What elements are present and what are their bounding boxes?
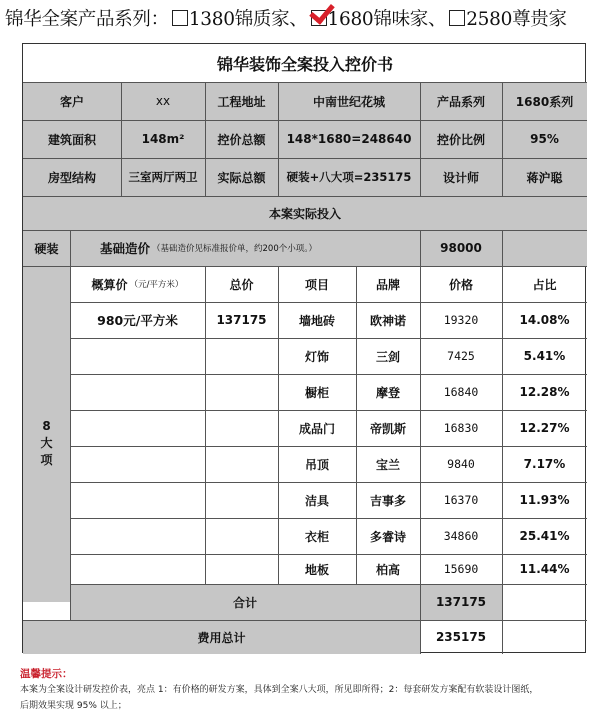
row-share: 12.27% (519, 421, 570, 435)
estimate-header-label: 概算价 (91, 277, 128, 292)
share-header: 占比 (532, 277, 557, 292)
series-prefix: 锦华全案产品系列： (5, 9, 169, 30)
item-header: 项目 (304, 277, 329, 292)
price-header: 价格 (448, 277, 473, 292)
option-1380-label: 1380锦质家、 (188, 9, 308, 30)
row-price: 16840 (443, 385, 479, 399)
row-share: 14.08% (519, 313, 570, 327)
notes-title: 温馨提示： (20, 668, 73, 680)
ctrl-ratio-value: 95% (530, 132, 559, 146)
row-brand: 欧神诺 (369, 313, 406, 328)
row-price: 9840 (447, 457, 475, 471)
row-brand: 多睿诗 (369, 529, 406, 544)
row-share: 11.93% (519, 493, 570, 507)
row-price: 16830 (443, 421, 479, 435)
row-brand: 柏高 (375, 562, 400, 577)
row-item: 洁具 (304, 493, 329, 508)
option-2580-label: 2580尊贵家 (466, 9, 567, 30)
row-brand: 宝兰 (375, 457, 400, 472)
hard-cost-note: （基础造价见标准报价单，约200个小项。） (152, 244, 317, 254)
row-share: 25.41% (519, 529, 570, 543)
sheet-title: 锦华装饰全案投入控价书 (216, 54, 393, 74)
row-price: 15690 (443, 562, 479, 576)
checkbox-1680[interactable] (311, 10, 327, 26)
option-1680-label: 1680锦味家、 (327, 9, 447, 30)
row-share: 11.44% (519, 562, 570, 576)
designer-value: 蒋沪聪 (526, 170, 563, 185)
series-value: 1680系列 (515, 94, 574, 109)
actual-value: 硬装+八大项=235175 (286, 170, 412, 184)
grand-total-value: 235175 (435, 630, 487, 644)
hard-cost-value: 98000 (440, 241, 482, 255)
checkbox-1380[interactable] (172, 10, 188, 26)
hard-label: 硬装 (34, 241, 59, 256)
row-brand: 摩登 (375, 385, 400, 400)
row-brand: 帝凯斯 (369, 421, 406, 436)
row-price: 16370 (443, 493, 479, 507)
row-item: 地板 (304, 562, 329, 577)
layout-label: 房型结构 (47, 170, 96, 185)
notes-line-2: 后期效果实现 95% 以上； (20, 701, 127, 711)
site-value: 中南世纪花城 (312, 94, 385, 109)
area-label: 建筑面积 (47, 132, 96, 147)
customer-label: 客户 (59, 94, 84, 109)
row-price: 34860 (443, 529, 479, 543)
area-value: 148m² (141, 132, 185, 146)
ctrl-total-value: 148*1680=248640 (286, 132, 412, 146)
row-item: 墙地砖 (298, 313, 335, 328)
series-label: 产品系列 (436, 94, 485, 109)
row-price: 7425 (447, 349, 475, 363)
layout-value: 三室两厅两卫 (128, 170, 198, 184)
row-price: 19320 (443, 313, 479, 327)
ctrl-ratio-label: 控价比例 (436, 132, 485, 147)
total-header: 总价 (229, 277, 254, 292)
series-header (5, 5, 600, 35)
hard-cost (70, 230, 420, 266)
row-brand: 吉事多 (369, 493, 406, 508)
subtotal-value: 137175 (435, 595, 487, 609)
customer-value: xx (155, 94, 171, 108)
row-item: 橱柜 (304, 385, 329, 400)
brand-header: 品牌 (375, 277, 400, 292)
row-share: 5.41% (523, 349, 566, 363)
notes (20, 666, 595, 714)
ctrl-total-label: 控价总额 (217, 132, 266, 147)
estimate-header (70, 266, 205, 302)
actual-label: 实际总额 (217, 170, 266, 185)
section-title: 本案实际投入 (268, 206, 341, 221)
subtotal-label: 合计 (232, 595, 257, 610)
row-share: 12.28% (519, 385, 570, 399)
row-brand: 三剑 (375, 349, 400, 364)
estimate-value: 980元/平方米 (97, 313, 178, 328)
checkbox-2580[interactable] (449, 10, 465, 26)
row-item: 衣柜 (304, 529, 329, 544)
estimate-header-unit: （元/平方米） (129, 280, 184, 290)
row-item: 灯饰 (304, 349, 329, 364)
total-value: 137175 (216, 313, 267, 327)
grand-total-label: 费用总计 (197, 630, 246, 645)
eight-items-label: 8 大 项 (40, 418, 53, 467)
row-share: 7.17% (523, 457, 566, 471)
hard-cost-label: 基础造价 (100, 241, 151, 256)
hard-blank-cell (502, 230, 587, 266)
row-item: 成品门 (298, 421, 335, 436)
price-control-sheet (22, 43, 586, 653)
notes-line-1: 本案为全案设计研发控价表，亮点 1：有价格的研发方案，具体到全案八大项，所见即所得；2：每套研发方案配有软装设计图纸， (20, 685, 539, 695)
site-label: 工程地址 (217, 94, 266, 109)
designer-label: 设计师 (442, 170, 479, 185)
row-item: 吊顶 (304, 457, 329, 472)
